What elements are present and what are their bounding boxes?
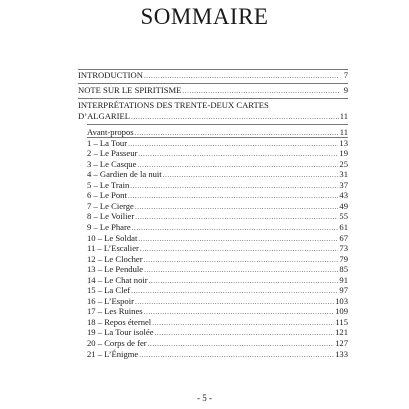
toc-sub-entry[interactable] [87,190,348,201]
toc-sub-entry[interactable] [87,254,348,265]
dot-leader [148,339,334,349]
toc-sub-entry[interactable] [87,148,348,159]
dot-leader [131,112,339,122]
toc-entry-page: 109 [335,306,348,317]
toc-entry-page: 133 [335,348,348,359]
toc-entry-page: 25 [339,158,348,169]
toc-entry-introduction[interactable] [78,70,348,81]
dot-leader [155,328,335,338]
toc-entry-label: 6 – Le Pont [87,190,127,201]
toc-entry-page: 97 [339,285,348,296]
toc-entry-label: 2 – Le Passeur [87,148,138,159]
toc-sub-entry[interactable] [87,243,348,254]
toc-entry-label: 10 – Le Soldat [87,232,138,243]
toc-entry-label: 20 – Corps de fer [87,338,147,348]
toc-sub-entry[interactable] [87,306,348,317]
toc-entry-label: 13 – Le Pendule [87,264,144,275]
toc-sub-entry[interactable] [87,349,348,360]
toc-sub-entry[interactable] [87,222,348,233]
toc-entry-page: 79 [339,253,348,264]
dot-leader [140,244,339,254]
dot-leader [130,181,338,191]
toc-entry-label: 8 – Le Voilier [87,211,135,222]
divider [78,83,348,84]
toc-entry-label: 5 – Le Train [87,179,130,190]
toc-entry-label: 15 – La Clef [87,285,131,296]
toc-entry-page: 127 [335,338,348,348]
toc-entry-label: 7 – Le Cierge [87,200,134,211]
toc-entry-label: 16 – L’Espoir [87,295,134,306]
toc-entry-label: 11 – L’Escalier [87,243,139,254]
toc-entry-page: 11 [339,111,348,121]
toc-entry-page: 55 [339,211,348,222]
toc-sub-entry[interactable] [87,159,348,170]
toc-entry-label[interactable]: INTERPRÉTATIONS DES TRENTE-DEUX CARTES [78,100,269,110]
toc-sub-entry[interactable] [87,211,348,222]
toc-entry-page: 115 [335,316,348,327]
toc-entry-spiritisme[interactable] [78,85,348,96]
toc-entry-label: 21 – L’Énigme [87,348,139,359]
dot-leader [144,265,338,275]
toc-entry-label: Avant-propos [87,127,134,137]
dot-leader [139,350,334,360]
toc-entry-page: 121 [335,327,348,338]
dot-leader [182,86,339,96]
dot-leader [163,170,339,180]
toc-entry-page: 9 [343,85,348,95]
toc-entry-label: 12 – Le Clocher [87,253,143,264]
dot-leader [132,223,339,233]
toc-entry-page: 85 [339,264,348,275]
toc-sub-entry[interactable] [87,138,348,149]
toc-entry-page: 31 [339,169,348,180]
toc-entry-label: 3 – Le Casque [87,158,137,169]
toc-entry-page: 43 [339,190,348,201]
toc-sub-entry[interactable] [87,264,348,275]
toc-sub-entry[interactable] [87,275,348,286]
toc-entry-label: 4 – Gardien de la nuit [87,169,162,180]
toc-entry-page: 73 [339,243,348,254]
divider [87,124,348,125]
page-title: SOMMAIRE [140,4,269,29]
dot-leader [138,234,338,244]
toc-entry-label: 19 – La Tour isolée [87,327,154,338]
toc-sub-entry[interactable] [87,296,348,307]
dot-leader [138,149,338,159]
toc-entry-page: 7 [343,70,348,80]
toc-entry-label: 17 – Les Ruines [87,306,143,317]
dot-leader [128,191,339,201]
toc-sub-entry[interactable] [87,327,348,338]
dot-leader [137,160,338,170]
dot-leader [144,255,339,265]
toc-entry-label: INTRODUCTION [78,70,143,80]
toc-sub-entry[interactable] [87,285,348,296]
dot-leader [135,202,339,212]
toc-entry-page: 13 [339,137,348,148]
toc-entry-label: D’ALGARIEL [78,111,131,121]
toc-entry-page: 37 [339,179,348,190]
dot-leader [135,297,334,307]
toc-entry-page: 11 [339,127,348,137]
toc-entry-page: 19 [339,148,348,159]
toc-entry-page: 49 [339,200,348,211]
dot-leader [149,276,339,286]
toc-entry-label: NOTE SUR LE SPIRITISME [78,85,182,95]
dot-leader [131,286,338,296]
toc-entry-interpretations[interactable] [78,111,348,122]
toc-sub-entry[interactable] [87,338,348,349]
toc-sub-entry[interactable] [87,201,348,212]
toc-sub-entry[interactable] [87,317,348,328]
dot-leader [152,318,334,328]
toc-sub-entry[interactable] [87,233,348,244]
toc-sub-entry[interactable] [87,169,348,180]
toc-entry-page: 103 [335,295,348,306]
dot-leader [144,71,339,81]
toc-entry-label: 1 – La Tour [87,137,128,148]
dot-leader [135,212,338,222]
divider [78,98,348,99]
page-number: - 5 - [197,393,212,403]
toc-entry-label: 14 – Le Chat noir [87,274,148,285]
toc-sub-entry[interactable] [87,180,348,191]
toc-entry-page: 91 [339,274,348,285]
dot-leader [144,307,334,317]
dot-leader [128,139,338,149]
toc-entry-page: 67 [339,232,348,243]
toc-entry-label: 9 – Le Phare [87,221,131,232]
toc-entry-label: 18 – Repos éternel [87,316,152,327]
toc-entry-page: 61 [339,221,348,232]
